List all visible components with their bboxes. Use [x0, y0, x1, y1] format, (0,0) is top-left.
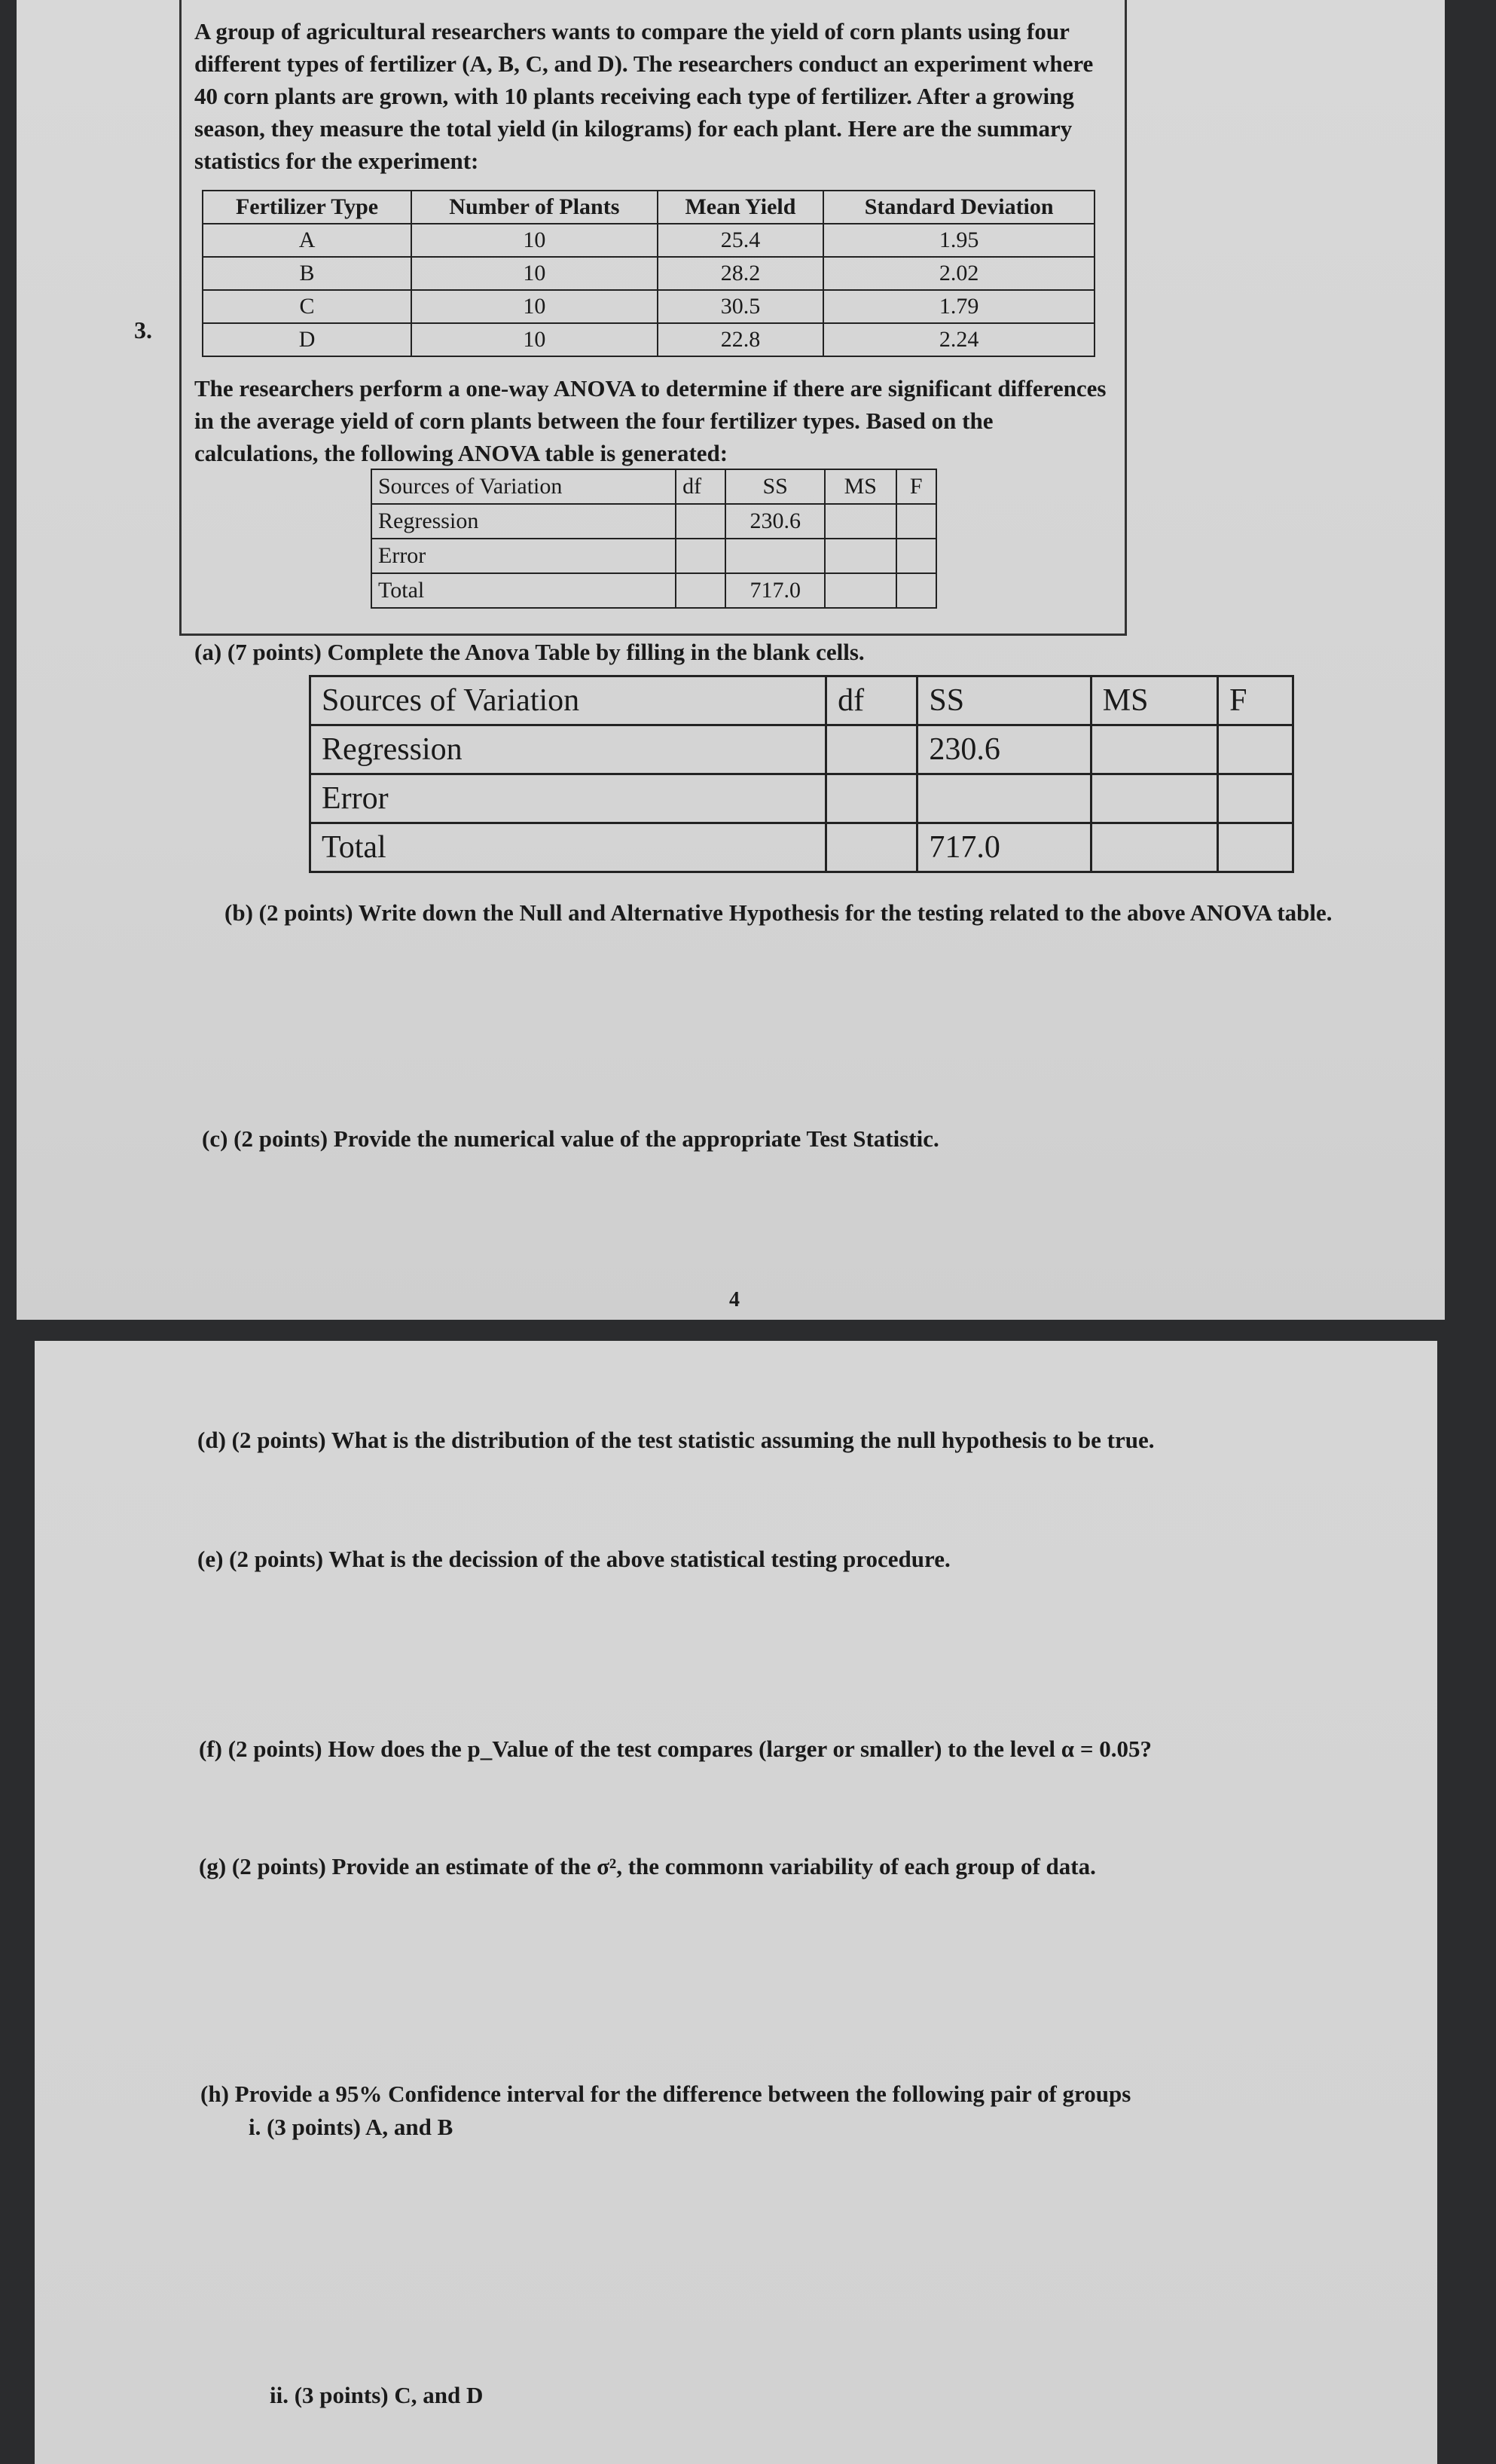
table-row	[371, 539, 936, 573]
table-cell	[825, 539, 896, 573]
page-number: 4	[729, 1288, 740, 1311]
question-a: (a) (7 points) Complete the Anova Table by filling in the blank cells.	[194, 639, 865, 665]
header-cell: MS	[825, 469, 896, 504]
header-cell: Standard Deviation	[823, 191, 1095, 224]
table-cell	[896, 504, 936, 539]
table-cell: Regression	[310, 725, 826, 774]
table-cell: Regression	[371, 504, 676, 539]
table-cell: 1.79	[823, 290, 1095, 323]
header-cell: Number of Plants	[411, 191, 658, 224]
header-cell: MS	[1091, 676, 1217, 725]
question-h: (h) Provide a 95% Confidence interval for the difference between the following pair of groups	[200, 2081, 1131, 2107]
header-cell: F	[1218, 676, 1293, 725]
table-cell	[1091, 823, 1217, 872]
table-row	[203, 224, 1095, 257]
question-c: (c) (2 points) Provide the numerical value of the appropriate Test Statistic.	[202, 1125, 939, 1152]
table-cell	[676, 539, 725, 573]
table-header-row	[371, 469, 936, 504]
question-number: 3.	[134, 316, 152, 343]
question-h-ii: ii. (3 points) C, and D	[270, 2382, 484, 2408]
table-cell	[1091, 725, 1217, 774]
table-cell	[826, 725, 917, 774]
table-cell: Total	[371, 573, 676, 608]
header-cell: SS	[725, 469, 825, 504]
table-cell: 717.0	[725, 573, 825, 608]
table-cell: C	[203, 290, 411, 323]
table-cell	[896, 573, 936, 608]
table-cell	[1091, 774, 1217, 823]
header-cell: Mean Yield	[658, 191, 824, 224]
table-cell	[676, 573, 725, 608]
table-cell: B	[203, 257, 411, 290]
table-cell: Total	[310, 823, 826, 872]
header-cell: F	[896, 469, 936, 504]
intro-paragraph: A group of agricultural researchers wants to compare the yield of corn plants using four different types of fertilizer (A, B, C, and D). The researchers conduct an experiment where 40 corn plants are grown, with 10 plants receiving each type of fertilizer. After a growing season, they measure the total yield (in kilograms) for each plant. Here are the summary statistics for the experiment:	[194, 18, 1094, 174]
header-cell: df	[676, 469, 725, 504]
anova-intro-paragraph: The researchers perform a one-way ANOVA to determine if there are significant differences in the average yield of corn plants between the four fertilizer types. Based on the calculations, the following ANOVA table is generated:	[194, 375, 1107, 466]
table-cell: Error	[310, 774, 826, 823]
table-cell	[725, 539, 825, 573]
question-b: (b) (2 points) Write down the Null and Alternative Hypothesis for the testing related to the above ANOVA table.	[224, 899, 1333, 926]
table-cell: D	[203, 323, 411, 356]
table-cell: 717.0	[917, 823, 1091, 872]
table-cell: 2.02	[823, 257, 1095, 290]
table-cell: 230.6	[725, 504, 825, 539]
table-cell	[825, 573, 896, 608]
table-cell: 22.8	[658, 323, 824, 356]
table-row	[203, 257, 1095, 290]
header-cell: SS	[917, 676, 1091, 725]
table-cell	[896, 539, 936, 573]
page-5	[35, 1341, 1437, 2464]
table-row	[310, 774, 1293, 823]
summary-statistics-table	[202, 190, 1095, 357]
table-cell: 28.2	[658, 257, 824, 290]
table-cell: A	[203, 224, 411, 257]
table-cell: 30.5	[658, 290, 824, 323]
header-cell: Fertilizer Type	[203, 191, 411, 224]
header-cell: Sources of Variation	[310, 676, 826, 725]
question-e: (e) (2 points) What is the decission of the above statistical testing procedure.	[197, 1546, 951, 1572]
table-cell	[825, 504, 896, 539]
table-cell	[1218, 774, 1293, 823]
question-f: (f) (2 points) How does the p_Value of the test compares (larger or smaller) to the level α = 0.05?	[199, 1736, 1153, 1762]
question-g: (g) (2 points) Provide an estimate of the σ², the commonn variability of each group of data.	[199, 1853, 1096, 1879]
table-cell: 10	[411, 323, 658, 356]
table-cell	[1218, 823, 1293, 872]
table-cell	[917, 774, 1091, 823]
table-cell	[826, 774, 917, 823]
table-cell: 230.6	[917, 725, 1091, 774]
table-cell: 10	[411, 290, 658, 323]
table-row	[310, 823, 1293, 872]
question-h-i: i. (3 points) A, and B	[249, 2114, 453, 2140]
table-cell: 1.95	[823, 224, 1095, 257]
table-cell: 10	[411, 224, 658, 257]
question-d: (d) (2 points) What is the distribution of the test statistic assuming the null hypothesis to be true.	[197, 1427, 1155, 1453]
table-header-row	[310, 676, 1293, 725]
table-row	[203, 323, 1095, 356]
table-header-row	[203, 191, 1095, 224]
table-cell: 2.24	[823, 323, 1095, 356]
table-cell: 10	[411, 257, 658, 290]
table-row	[310, 725, 1293, 774]
anova-table-given	[371, 469, 937, 609]
anova-table-answer	[309, 675, 1294, 873]
table-cell: Error	[371, 539, 676, 573]
table-cell	[1218, 725, 1293, 774]
table-row	[371, 573, 936, 608]
table-cell: 25.4	[658, 224, 824, 257]
header-cell: df	[826, 676, 917, 725]
table-row	[371, 504, 936, 539]
table-cell	[826, 823, 917, 872]
table-row	[203, 290, 1095, 323]
table-cell	[676, 504, 725, 539]
header-cell: Sources of Variation	[371, 469, 676, 504]
